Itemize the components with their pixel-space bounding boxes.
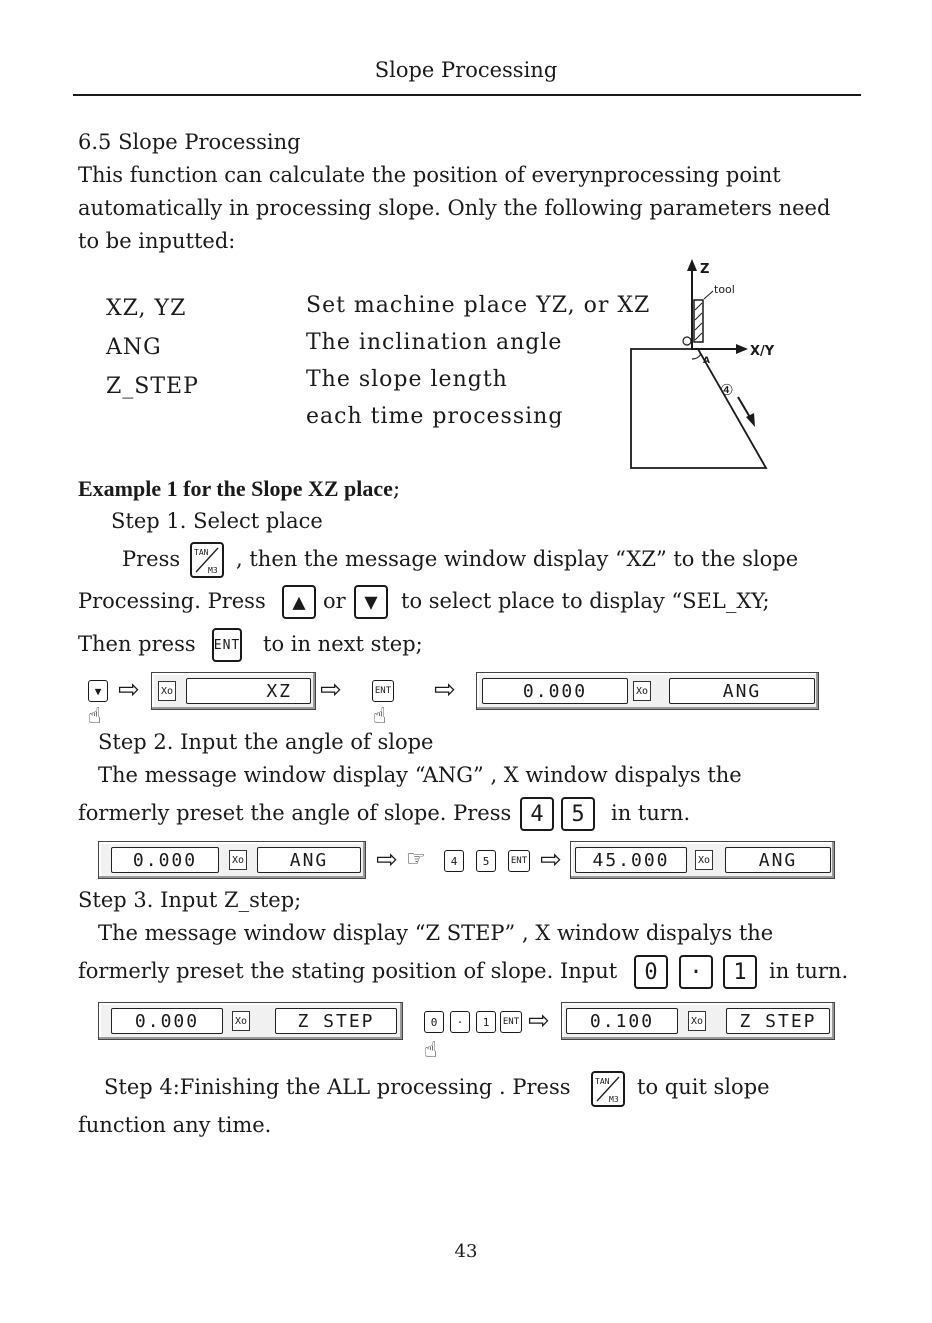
example-title-suffix: ;: [392, 477, 401, 502]
param-desc-xz: Set machine place YZ, or XZ: [306, 293, 651, 318]
ent-key-small-icon: ENT: [500, 1011, 522, 1033]
ent-key-small-icon: ENT: [372, 680, 394, 702]
message-window: XZ: [186, 678, 311, 704]
tan-glyph-icon: [192, 544, 222, 576]
step2-title: Step 2. Input the angle of slope: [98, 730, 434, 754]
key-4-small-icon: 4: [444, 850, 464, 872]
right-arrow-icon: ⇨: [118, 675, 140, 705]
display-panel-ang: [476, 672, 819, 710]
x-window: 0.000: [111, 1008, 223, 1034]
x-window: 0.000: [482, 678, 628, 704]
key-1-icon: 1: [723, 955, 757, 989]
page-number: 43: [454, 1241, 478, 1262]
key-dot-small-icon: ·: [450, 1011, 470, 1033]
svg-text:TAN: TAN: [194, 548, 209, 557]
step2-line2-a: formerly preset the angle of slope. Press: [78, 801, 512, 825]
ent-key-small-icon: ENT: [508, 850, 530, 872]
display-panel-zstep-after: [561, 1002, 835, 1040]
step2-line1: The message window display “ANG” , X window dispalys the: [98, 763, 742, 787]
intro-line-1: This function can calculate the position of everynprocessing point: [78, 163, 781, 187]
step1-line3-b: to in next step;: [263, 632, 423, 656]
running-header: Slope Processing: [374, 58, 558, 82]
message-window: ANG: [725, 847, 831, 873]
right-arrow-icon: ⇨: [540, 845, 562, 875]
step1-line3-a: Then press: [78, 632, 196, 656]
xo-indicator: Xo: [695, 850, 713, 870]
step2-line2-b: in turn.: [611, 801, 691, 825]
step3-line1: The message window display “Z STEP” , X window dispalys the: [98, 921, 774, 945]
param-name-xz: XZ, YZ: [106, 296, 187, 321]
example-title: Example 1 for the Slope XZ place: [78, 476, 393, 501]
key-dot-icon: ·: [679, 955, 713, 989]
xo-indicator: Xo: [232, 1011, 250, 1031]
param-desc-extra: each time processing: [306, 404, 564, 429]
right-arrow-icon: ⇨: [434, 675, 456, 705]
down-key-small-icon: ▼: [88, 680, 108, 702]
step-4-marker: ④: [720, 381, 734, 399]
step4-line1-b: to quit slope: [637, 1075, 770, 1099]
key-1-small-icon: 1: [476, 1011, 496, 1033]
step3-title: Step 3. Input Z_step;: [78, 888, 302, 912]
key-5-small-icon: 5: [476, 850, 496, 872]
xo-indicator: Xo: [229, 850, 247, 870]
example-title-line: [78, 476, 400, 502]
step1-line2-or: or: [323, 589, 346, 613]
message-window: ANG: [257, 847, 361, 873]
xo-indicator: Xo: [633, 681, 651, 701]
hand-pointer-icon: ☝: [88, 704, 102, 729]
step1-title: Step 1. Select place: [111, 509, 323, 533]
down-key-icon: ▼: [354, 585, 388, 619]
display-panel-zstep-before: [98, 1002, 403, 1040]
z-axis-label: Z: [700, 262, 710, 277]
step4-line2: function any time.: [78, 1113, 272, 1137]
slope-diagram: [620, 255, 790, 475]
hand-pointing-right-icon: ☞: [406, 847, 426, 872]
intro-line-2: automatically in processing slope. Only the following parameters need: [78, 196, 831, 220]
right-arrow-icon: ⇨: [528, 1006, 550, 1036]
step1-line1-b: , then the message window display “XZ” to the slope: [236, 547, 799, 571]
param-name-ang: ANG: [106, 335, 162, 360]
ent-key-icon: ENT: [212, 628, 242, 662]
key-0-small-icon: 0: [424, 1011, 444, 1033]
step1-line2-b: to select place to display “SEL_XY;: [401, 589, 770, 613]
right-arrow-icon: ⇨: [320, 675, 342, 705]
svg-text:TAN: TAN: [595, 1077, 610, 1086]
hand-pointer-icon: ☝: [373, 704, 387, 729]
param-desc-ang: The inclination angle: [306, 330, 563, 355]
display-panel-xz: [151, 672, 316, 710]
tan-key-icon: [190, 542, 224, 578]
svg-text:M3: M3: [609, 1095, 619, 1104]
angle-a-label: A: [703, 356, 710, 366]
key-4-icon: 4: [520, 797, 554, 831]
tool-label: tool: [714, 283, 735, 296]
tan-key-icon: [591, 1071, 625, 1107]
up-key-icon: ▲: [282, 585, 316, 619]
step4-line1-a: Step 4:Finishing the ALL processing . Press: [104, 1075, 571, 1099]
xy-axis-label: X/Y: [750, 344, 775, 359]
hand-pointer-icon: ☝: [424, 1038, 438, 1063]
step1-line1-a: Press: [122, 547, 181, 571]
header-rule: [73, 94, 861, 96]
xo-indicator: Xo: [688, 1011, 706, 1031]
svg-text:M3: M3: [208, 566, 218, 575]
param-desc-zstep: The slope length: [306, 367, 508, 392]
display-panel-ang-before: [98, 841, 366, 879]
x-window: 0.100: [566, 1008, 678, 1034]
x-window: 45.000: [575, 847, 687, 873]
step3-line2-a: formerly preset the stating position of slope. Input: [78, 959, 618, 983]
step3-line2-b: in turn.: [769, 959, 849, 983]
message-window: Z STEP: [726, 1008, 830, 1034]
x-window: 0.000: [111, 847, 219, 873]
key-5-icon: 5: [561, 797, 595, 831]
intro-line-3: to be inputted:: [78, 229, 236, 253]
section-title: 6.5 Slope Processing: [78, 130, 301, 154]
right-arrow-icon: ⇨: [376, 845, 398, 875]
param-name-zstep: Z_STEP: [106, 374, 199, 399]
xo-indicator: Xo: [158, 681, 176, 701]
key-0-icon: 0: [634, 955, 668, 989]
tan-glyph-icon: [593, 1073, 623, 1105]
step1-line2-a: Processing. Press: [78, 589, 266, 613]
display-panel-ang-after: [570, 841, 835, 879]
message-window: Z STEP: [275, 1008, 397, 1034]
message-window: ANG: [669, 678, 815, 704]
